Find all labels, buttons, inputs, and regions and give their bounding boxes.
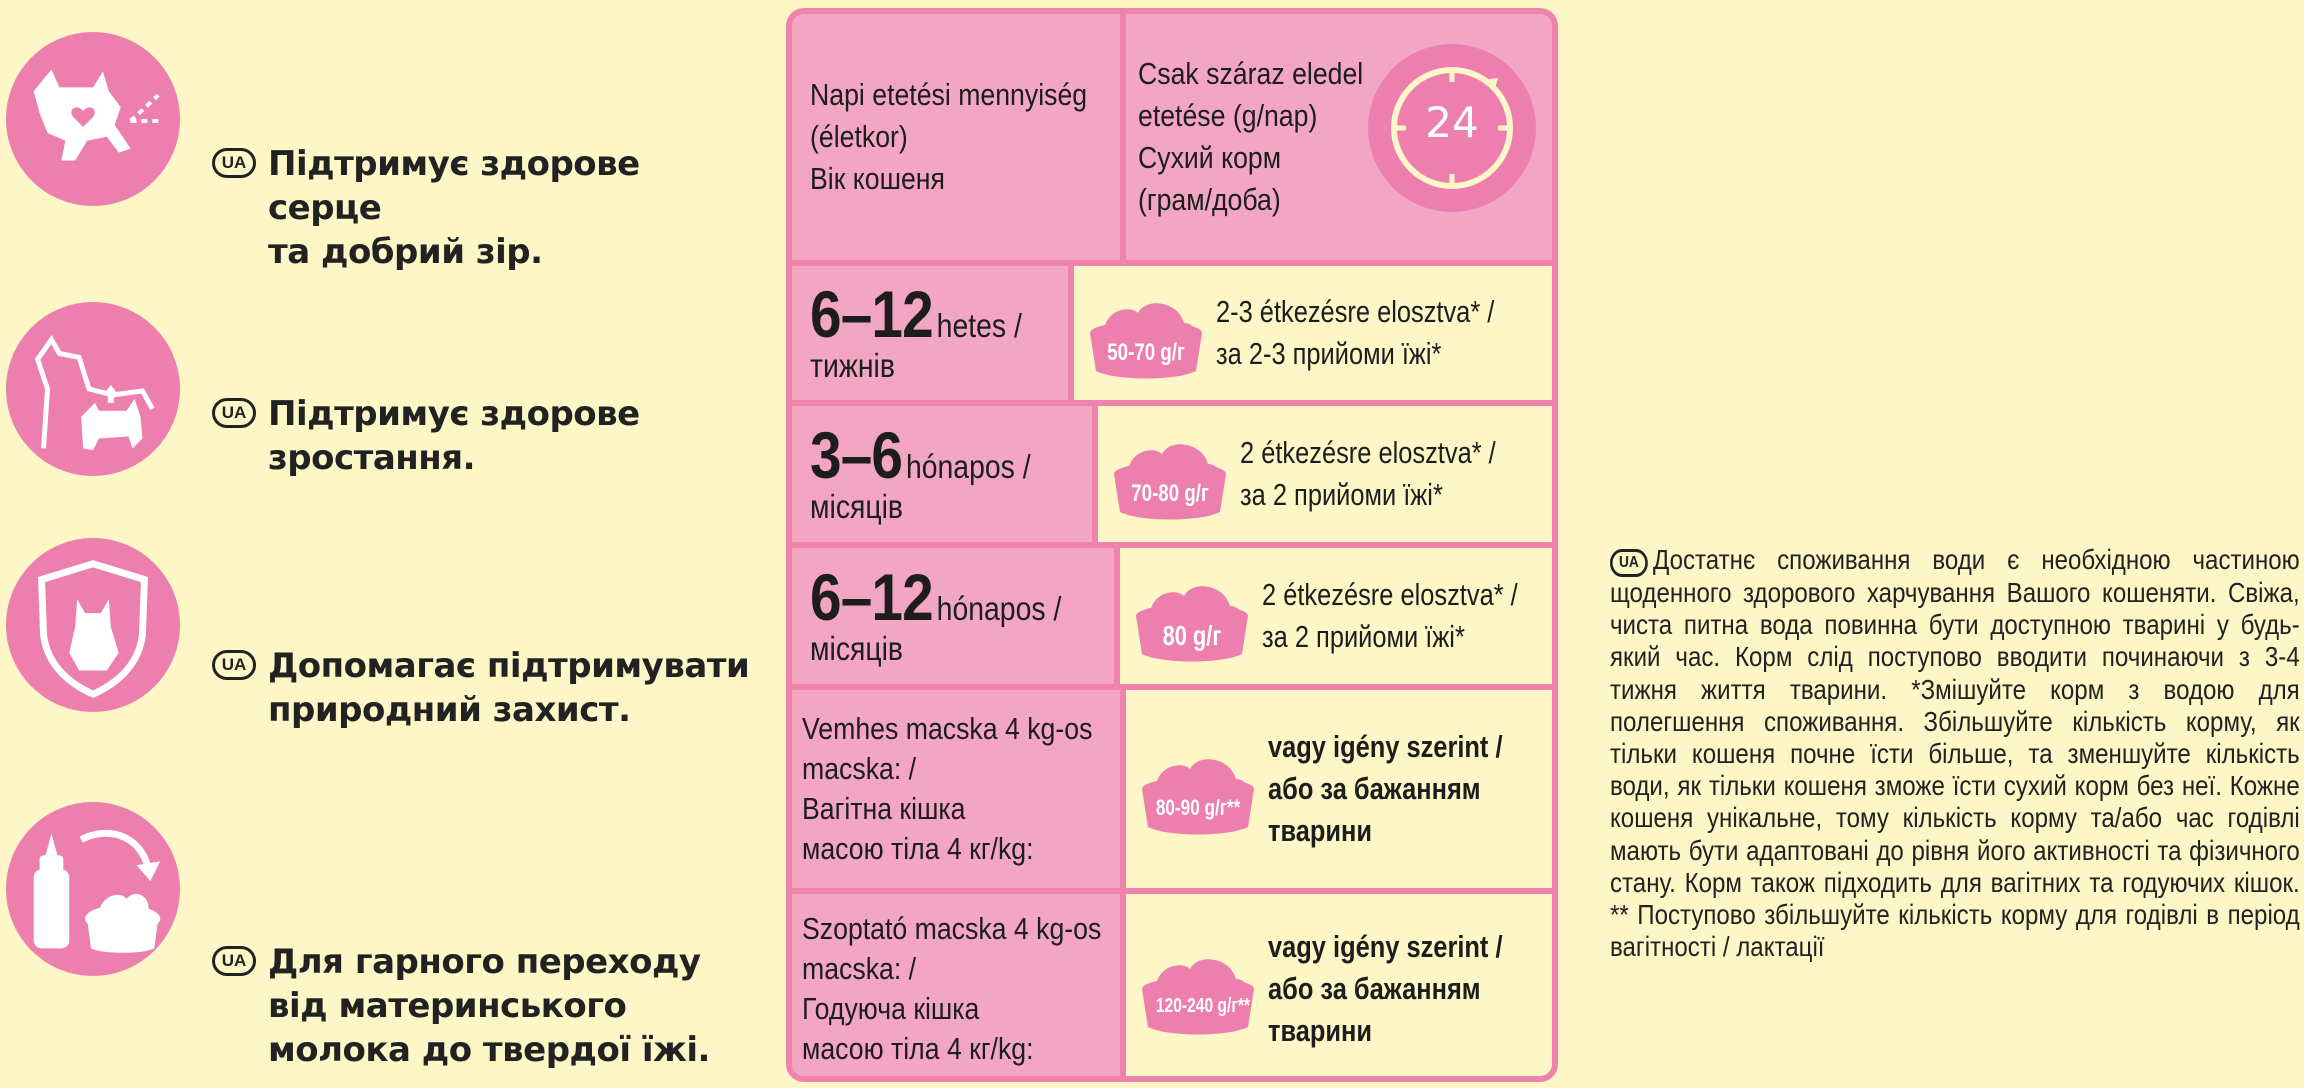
benefit-natural-defence — [0, 536, 760, 730]
header-age-line: (életkor) — [810, 119, 908, 154]
table-header-row — [792, 14, 1552, 260]
feed-line: за 2 прийоми їжі* — [1262, 619, 1466, 654]
feed-line: за 2 прийоми їжі* — [1240, 477, 1443, 512]
benefit-weaning — [0, 800, 760, 1070]
table-row — [792, 690, 1552, 888]
amount-cell — [1126, 894, 1554, 1082]
label-line: Vemhes macska 4 kg-os — [802, 711, 1093, 746]
age-line — [810, 418, 1042, 492]
amount-cell — [1120, 548, 1558, 684]
ua-mark: UA — [212, 650, 256, 680]
feed-instructions — [1206, 291, 1555, 375]
benefit-label: Підтримує здорове серце та добрий зір. — [268, 144, 640, 272]
feed-line: або за бажанням — [1268, 971, 1481, 1006]
header-age-line: Вік кошеня — [810, 161, 945, 196]
ua-mark: UA — [1610, 549, 1648, 577]
food-bowl-icon — [1132, 566, 1252, 666]
feed-line: 2-3 étkezésre elosztva* / — [1216, 294, 1495, 329]
amount-label: 120-240 g/г** — [1155, 995, 1250, 1017]
age-number: 3–6 — [810, 418, 903, 492]
feeding-table — [786, 8, 1558, 1082]
feed-instructions — [1258, 926, 1554, 1052]
header-age-cell — [792, 14, 1126, 260]
age-line — [810, 277, 1022, 351]
age-cell — [792, 690, 1126, 888]
label-line: Szoptató macska 4 kg-os — [802, 911, 1102, 946]
label-line: масою тіла 4 кг/kg: — [802, 831, 1034, 866]
age-unit-ua: тижнів — [810, 347, 895, 384]
amount-label: 80 g/г — [1162, 620, 1222, 651]
feeding-note — [1610, 544, 2300, 963]
bottle-to-bowl-icon — [4, 800, 182, 978]
cat-kitten-growth-icon — [4, 300, 182, 478]
feed-instructions — [1230, 432, 1552, 516]
header-amount-line: Csak száraz eledel — [1138, 56, 1364, 91]
feed-line: тварини — [1268, 813, 1373, 848]
age-cell — [792, 406, 1098, 542]
feed-line: vagy igény szerint / — [1268, 929, 1503, 964]
age-line — [810, 560, 1062, 634]
age-unit: hónapos / — [905, 448, 1031, 485]
amount-cell — [1126, 690, 1554, 888]
age-unit: hónapos / — [936, 590, 1062, 627]
food-bowl-icon — [1138, 939, 1258, 1039]
header-age-line: Napi etetési mennyiség — [810, 77, 1088, 112]
header-amount-line: Сухий корм — [1138, 140, 1282, 175]
clock-label: 24 — [1425, 98, 1479, 147]
age-cell — [792, 894, 1126, 1082]
header-amount-line: (грам/доба) — [1138, 182, 1281, 217]
header-amount-cell — [1126, 14, 1552, 260]
table-row — [792, 894, 1552, 1082]
amount-cell — [1074, 266, 1555, 400]
benefit-growth — [0, 300, 760, 480]
feed-line: 2 étkezésre elosztva* / — [1240, 435, 1496, 470]
benefit-label: Допомагає підтримувати природний захист. — [268, 646, 750, 730]
table-row — [792, 266, 1552, 400]
feed-line: 2 étkezésre elosztva* / — [1262, 577, 1519, 612]
label-line: Годуюча кішка — [802, 991, 980, 1026]
amount-label: 50-70 g/г — [1107, 339, 1186, 366]
age-cell — [792, 548, 1120, 684]
feed-line: або за бажанням — [1268, 771, 1481, 806]
label-line: масою тіла 4 кг/kg: — [802, 1031, 1034, 1066]
label-line: Вагітна кішка — [802, 791, 966, 826]
feed-instructions — [1252, 574, 1558, 658]
label-line: macska: / — [802, 951, 917, 986]
ua-mark: UA — [212, 946, 256, 976]
header-amount-text — [1138, 53, 1400, 221]
amount-label: 70-80 g/г — [1131, 480, 1209, 507]
kitten-heart-eye-icon — [4, 30, 182, 208]
feed-line: тварини — [1268, 1013, 1373, 1048]
amount-label: 80-90 g/г** — [1155, 795, 1241, 820]
age-cell — [792, 266, 1074, 400]
food-bowl-icon — [1138, 739, 1258, 839]
label-line: macska: / — [802, 751, 917, 786]
note-text: Достатнє споживання води є необхідною частиною щоденного здорового харчування Вашого кошеняти. Свіжа, чиста питна вода повинна бути доступною тварині у будь-який час. Корм слід поступово вводити починаючи з 3-4 тижня життя тварини. *Змішуйте корм з водою для полегшення споживання. Збільшуйте кількість корму, як тільки кошеня почне їсти більше, та зменшуйте кількість води, як тільки кошеня зможе їсти сухий корм без неї. Кожне кошеня унікальне, тому кількість корму та/або час годівлі мають бути адаптовані до рівня його активності та фізичного стану. Корм також підходить для вагітних та годуючих кішок. ** Поступово збільшуйте кількість корму для годівлі в період вагітності / лактації — [1610, 544, 2300, 963]
feed-line: vagy igény szerint / — [1268, 729, 1503, 764]
ua-mark: UA — [212, 148, 256, 178]
benefit-label: Для гарного переходу від материнського молока до твердої їжі. — [268, 942, 710, 1070]
clock-24h-icon — [1364, 40, 1540, 216]
age-unit-ua: місяців — [810, 488, 904, 525]
benefit-heart-vision — [0, 30, 760, 272]
benefit-label: Підтримує здорове зростання. — [268, 394, 640, 478]
table-row — [792, 406, 1552, 542]
feed-instructions — [1258, 726, 1554, 852]
cat-shield-icon — [4, 536, 182, 714]
food-bowl-icon — [1086, 283, 1206, 383]
table-row — [792, 548, 1552, 684]
food-bowl-icon — [1110, 424, 1230, 524]
age-number: 6–12 — [810, 277, 933, 351]
feed-line: за 2-3 прийоми їжі* — [1216, 336, 1442, 371]
amount-cell — [1098, 406, 1552, 542]
ua-mark: UA — [212, 398, 256, 428]
age-unit-ua: місяців — [810, 630, 904, 667]
header-amount-line: etetése (g/nap) — [1138, 98, 1318, 133]
age-number: 6–12 — [810, 560, 933, 634]
age-unit: hetes / — [936, 307, 1022, 344]
